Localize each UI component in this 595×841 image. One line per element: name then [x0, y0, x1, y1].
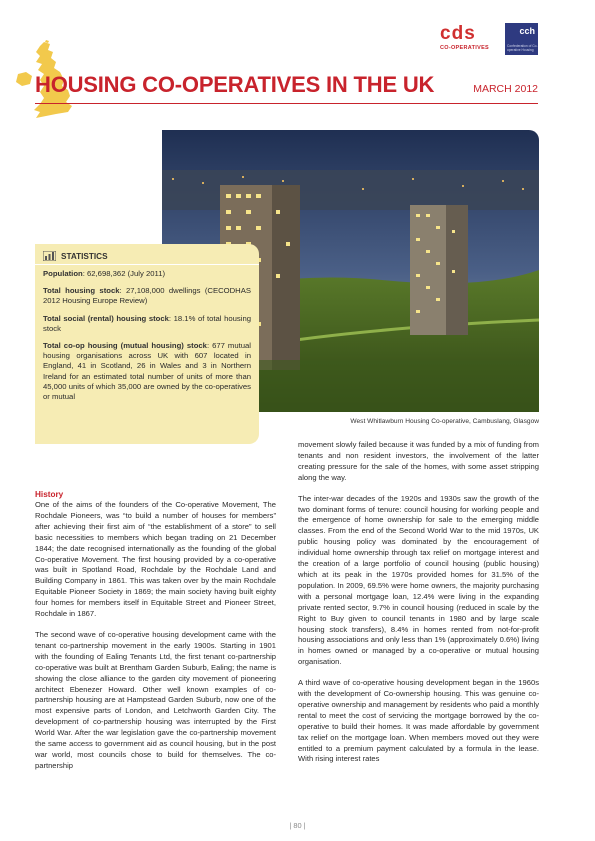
stat-value: : 62,698,362 (July 2011)	[82, 269, 166, 278]
page-title: HOUSING CO-OPERATIVES IN THE UK	[35, 72, 435, 97]
history-heading: History	[35, 490, 64, 499]
stat-value: : 677 mutual housing organisations across UK with 607 located in England, 41 in Scotland, 26 in Wales and 3 in Northern Ireland for an estimated total number of units of more than 45,000 units of which 35,000 are owned by the co-operatives or mutual	[43, 341, 252, 402]
cds-logo-subtitle: CO-OPERATIVES	[440, 45, 490, 51]
cds-logo-letter-c: c	[440, 23, 451, 44]
stat-label: Total social (rental) housing stock	[43, 313, 169, 323]
cds-logo-letter-s: s	[464, 23, 475, 44]
statistics-box	[35, 244, 259, 444]
photo-caption: West Whitlawburn Housing Co-operative, Cambuslang, Glasgow	[350, 418, 539, 425]
stat-social-housing	[43, 314, 251, 334]
stat-value: : 27,108,000 dwellings (CECODHAS 2012 Housing Europe Review)	[43, 286, 251, 306]
body-paragraph: One of the aims of the founders of the Co-operative Movement, The Rochdale Pioneers, was “to build a number of houses for members” after achieving their first aim of “the establishment of a store” to sell basic necessities to members which began trading on 21 December 1844; the date recognised internationally as the founding of the global Co-operative Movement. The first housing provided by a co-operative was built in Spotland Road, Rochdale by the Rochdale Land and Building Company in 1861. This was taken over by the main Rochdale Equitable Pioneer Society in 1869; the main society having built eighty four homes for members itself in Equitable Street and Pioneer Street, Rochdale in 1867.	[35, 500, 276, 619]
stat-coop-housing	[43, 341, 251, 402]
cds-logo-letter-d: d	[451, 23, 464, 44]
stat-label: Total housing stock	[43, 286, 120, 296]
stat-label: Total co-op housing (mutual housing) stock	[43, 341, 207, 351]
cch-logo-mark: cch	[519, 26, 535, 36]
cch-logo-subtitle: Confederation of Co-operative Housing	[507, 44, 538, 52]
body-paragraph: A third wave of co-operative housing development began in the 1960s with the development of Co-ownership housing. This was genuine co-operative ownership and management by residents who paid a monthly rental to meet the cost of servicing the mortgage borrowed by the co-operative to build their homes. It was made affordable by government tax relief on the mortgage loan. When members moved out they were entitled to a premium payment calculated by a formula in the lease. With rising interest rates	[298, 678, 539, 764]
left-text-column	[35, 489, 276, 782]
statistics-header	[43, 250, 251, 262]
page-number: | 80 |	[289, 821, 306, 830]
body-paragraph: The inter-war decades of the 1920s and 1930s saw the growth of the two dominant forms of tenure: council housing for working people and the emergence of home ownership for sale to the emerging middle classes. From the end of the Second World War to the mid 1970s, UK public housing policy was dominated by the encouragement of individual home ownership through tax relief on mortgage interest and the creation of a large portfolio of council housing (public housing) which at its peak in the 1970s provided homes for 31.5% of the population. In 2009, 69.5% were home owners, the majority purchasing with a personal mortgage loan, 12.4% were living in the expanding private rented sector, 9.7% in council housing (reduced in scale by the Right to Buy given to council tenants in 1980 and by large scale housing stock transfers), 8.4% in homes rented from not-for-profit housing associations and only less than 1% (approximately 0.6%) living in homes owned or managed by a co-operative or mutual housing organisation.	[298, 493, 539, 667]
title-divider	[35, 103, 538, 104]
bar-chart-icon	[43, 251, 56, 261]
statistics-heading: STATISTICS	[61, 251, 108, 261]
statistics-divider	[35, 264, 259, 265]
cds-cooperatives-logo	[440, 24, 494, 58]
stat-total-housing-stock	[43, 286, 251, 306]
stat-label: Population	[43, 269, 83, 278]
body-paragraph: movement slowly failed because it was funded by a mix of funding from tenants and non resident investors, the involvement of the latter creating pressure for the sale of the homes, with some asset stripping along the way.	[298, 440, 539, 482]
body-paragraph: The second wave of co-operative housing development came with the tenant co-partnership movement in the early 1900s. Starting in 1901 with the founding of Ealing Tenants Ltd, the first tenant co-partnership co-operative was built at Brentham Garden Suburb, Ealing; the name is showing the close alliance to the garden city movement of pioneering architect Ebenezer Howard. Other well known examples of co-partnership housing are at Hampstead Garden Suburb, now one of the most expensive parts of London, and Letchworth Garden City. The development of co-partnership housing was interrupted by the First World War. After the war legislation gave the co-partnership movement the same access to government aid as council housing, but in the post war world, most councils chose to build for themselves. The co-partnership	[35, 629, 276, 770]
cch-confederation-logo	[505, 23, 538, 55]
publication-date: MARCH 2012	[473, 83, 538, 95]
stat-population	[43, 269, 251, 279]
right-text-column	[298, 440, 539, 775]
stat-value: : 18.1% of total housing stock	[43, 313, 251, 333]
